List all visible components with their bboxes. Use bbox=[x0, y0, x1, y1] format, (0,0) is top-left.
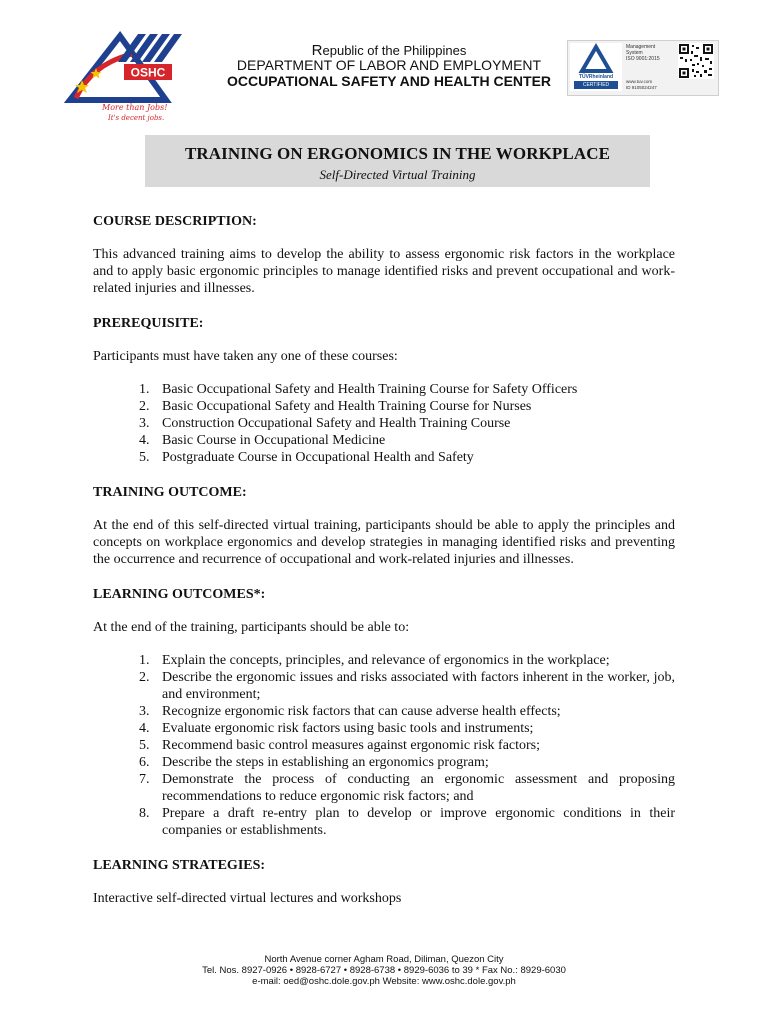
learning-outcomes-heading: LEARNING OUTCOMES*: bbox=[93, 587, 266, 602]
list-item: 5. Recommend basic control measures against ergonomic risk factors; bbox=[93, 737, 675, 754]
logo-tagline-1: More than Jobs! bbox=[102, 103, 168, 112]
learning-outcomes-intro: At the end of the training, participants should be able to: bbox=[93, 620, 410, 635]
cert-id bbox=[626, 79, 676, 90]
qr-code-icon bbox=[678, 43, 714, 79]
list-item: 2. Describe the ergonomic issues and risks associated with factors inherent in the worker, job, and environment; bbox=[139, 670, 675, 702]
list-item-text: Describe the ergonomic issues and risks associated with factors inherent in the worker, job, and environment; bbox=[162, 670, 675, 702]
list-item: 7. Demonstrate the process of conducting an ergonomic assessment and proposing recommendations to reduce ergonomic risk factors; and bbox=[139, 772, 675, 804]
list-item: 1. Explain the concepts, principles, and relevance of ergonomics in the workplace; bbox=[93, 652, 675, 669]
footer bbox=[0, 954, 768, 987]
cert-details bbox=[626, 44, 674, 62]
list-item: 5. Postgraduate Course in Occupational Health and Safety bbox=[139, 450, 474, 465]
document-body bbox=[93, 213, 675, 907]
tuv-brand: TÜVRheinland bbox=[578, 74, 614, 80]
tuv-certified-label: CERTIFIED bbox=[574, 81, 618, 89]
footer-address: North Avenue corner Agham Road, Diliman, Quezon City bbox=[264, 954, 504, 965]
tuv-triangle-icon bbox=[570, 43, 622, 73]
list-item-text: Basic Course in Occupational Medicine bbox=[162, 433, 386, 448]
course-description-heading: COURSE DESCRIPTION: bbox=[93, 214, 257, 229]
list-item-text: Recommend basic control measures against ergonomic risk factors; bbox=[162, 738, 541, 753]
list-item-text: Demonstrate the process of conducting an ergonomic assessment and proposing recommendations to reduce ergonomic risk factors; and bbox=[162, 772, 675, 804]
letterhead bbox=[214, 44, 564, 90]
republic-line bbox=[214, 44, 564, 58]
list-item-text: Basic Occupational Safety and Health Training Course for Safety Officers bbox=[162, 382, 578, 397]
training-outcome-heading: TRAINING OUTCOME: bbox=[93, 485, 247, 500]
training-outcome-text: At the end of this self-directed virtual training, participants should be able to apply the principles and concepts on workplace ergonomics and develop strategies in managing identified risks and preventing the occurrence and recurrence of occupational and work-related injuries and illnesses. bbox=[93, 518, 675, 567]
logo-tagline-2: It's decent jobs. bbox=[108, 114, 165, 122]
footer-phones: Tel. Nos. 8927-0926 • 8928-6727 • 8928-6738 • 8929-6036 to 39 * Fax No.: 8929-6030 bbox=[202, 965, 566, 976]
certification-badge bbox=[567, 40, 719, 96]
title-box bbox=[145, 135, 650, 187]
list-item: 4. Evaluate ergonomic risk factors using basic tools and instruments; bbox=[93, 720, 675, 737]
list-item: 3. Recognize ergonomic risk factors that can cause adverse health effects; bbox=[93, 703, 675, 720]
prerequisite-list bbox=[93, 381, 675, 466]
republic-rest: epublic of the Philippines bbox=[322, 43, 467, 58]
list-item-text: Explain the concepts, principles, and relevance of ergonomics in the workplace; bbox=[162, 653, 610, 668]
document-title: TRAINING ON ERGONOMICS IN THE WORKPLACE bbox=[184, 144, 611, 163]
prerequisite-intro: Participants must have taken any one of these courses: bbox=[93, 349, 398, 364]
oshc-logo bbox=[62, 28, 198, 124]
list-item: 4. Basic Course in Occupational Medicine bbox=[139, 433, 386, 448]
list-item: 1. Basic Occupational Safety and Health Training Course for Safety Officers bbox=[139, 382, 578, 397]
list-item-text: Evaluate ergonomic risk factors using basic tools and instruments; bbox=[162, 721, 534, 736]
list-item-text: Prepare a draft re-entry plan to develop or improve ergonomic conditions in their companies or establishments. bbox=[162, 806, 675, 838]
cert-line-1: Management bbox=[626, 44, 656, 50]
cert-line-2: System bbox=[626, 50, 643, 56]
list-item-text: Postgraduate Course in Occupational Health and Safety bbox=[162, 450, 474, 465]
footer-contact: e-mail: oed@oshc.dole.gov.ph Website: www.oshc.dole.gov.ph bbox=[252, 976, 516, 987]
learning-outcomes-list bbox=[93, 652, 675, 839]
department-name: DEPARTMENT OF LABOR AND EMPLOYMENT bbox=[236, 57, 542, 73]
learning-strategies-text: Interactive self-directed virtual lectures and workshops bbox=[93, 891, 402, 906]
list-item-text: Construction Occupational Safety and Health Training Course bbox=[162, 416, 511, 431]
list-item: 6. Describe the steps in establishing an ergonomics program; bbox=[93, 754, 675, 771]
center-name: OCCUPATIONAL SAFETY AND HEALTH CENTER bbox=[226, 73, 552, 89]
cert-line-3: ISO 9001:2015 bbox=[626, 56, 660, 62]
course-description-text: This advanced training aims to develop the ability to assess ergonomic risk factors in the workplace and to apply basic ergonomic principles to manage identified risks and prevent occupational and work-related injuries and illnesses. bbox=[93, 247, 675, 296]
list-item-text: Describe the steps in establishing an ergonomics program; bbox=[162, 755, 489, 770]
learning-strategies-heading: LEARNING STRATEGIES: bbox=[93, 858, 266, 873]
tuv-logo bbox=[570, 43, 622, 91]
prerequisite-heading: PREREQUISITE: bbox=[93, 316, 204, 331]
document-subtitle: Self-Directed Virtual Training bbox=[319, 167, 476, 182]
republic-initial: R bbox=[311, 42, 323, 59]
list-item: 2. Basic Occupational Safety and Health Training Course for Nurses bbox=[139, 399, 532, 414]
list-item: 8. Prepare a draft re-entry plan to develop or improve ergonomic conditions in their companies or establishments. bbox=[139, 806, 675, 838]
cert-site: www.tuv.com bbox=[626, 79, 653, 84]
cert-id-number: ID 9105024247 bbox=[626, 84, 657, 90]
list-item: 3. Construction Occupational Safety and Health Training Course bbox=[139, 416, 511, 431]
oshc-logo-text: OSHC bbox=[130, 65, 166, 80]
list-item-text: Recognize ergonomic risk factors that can cause adverse health effects; bbox=[162, 704, 561, 719]
list-item-text: Basic Occupational Safety and Health Training Course for Nurses bbox=[162, 399, 532, 414]
